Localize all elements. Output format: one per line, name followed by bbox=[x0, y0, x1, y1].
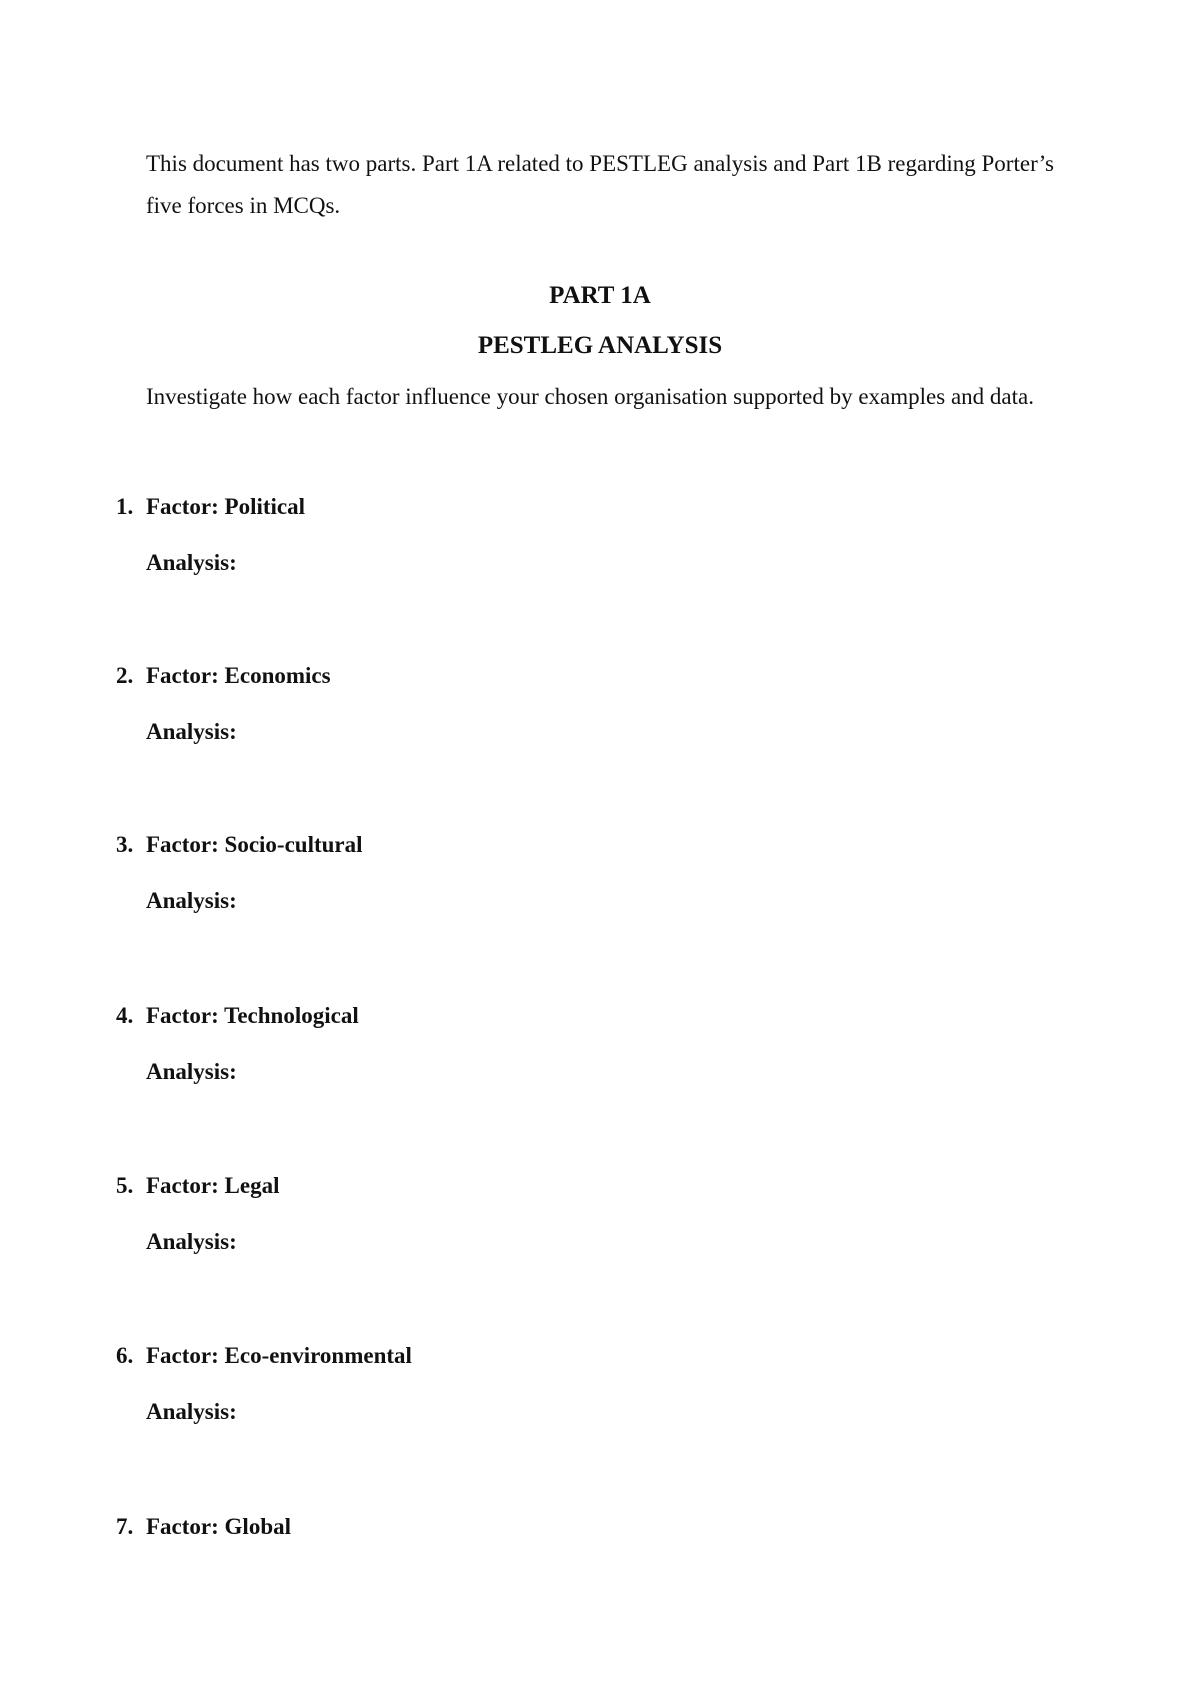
analysis-label: Analysis: bbox=[146, 1229, 237, 1254]
factor-heading bbox=[116, 1171, 279, 1201]
factor-heading bbox=[116, 1512, 291, 1542]
factor-heading bbox=[116, 492, 305, 522]
factor-heading bbox=[116, 661, 331, 691]
factor-heading bbox=[116, 1341, 412, 1371]
factor-number: 2. bbox=[116, 663, 134, 688]
factor-number: 3. bbox=[116, 832, 134, 857]
section-title: PESTLEG ANALYSIS bbox=[477, 332, 723, 359]
part-heading: PART 1A bbox=[549, 282, 651, 309]
factor-label: Factor: Legal bbox=[146, 1173, 280, 1198]
analysis-label: Analysis: bbox=[146, 1399, 237, 1424]
factor-number: 4. bbox=[116, 1003, 134, 1028]
analysis-label: Analysis: bbox=[146, 550, 237, 575]
factor-number: 5. bbox=[116, 1173, 134, 1198]
factor-label: Factor: Technological bbox=[146, 1003, 359, 1028]
intro-paragraph: This document has two parts. Part 1A related to PESTLEG analysis and Part 1B regarding Porter’s five forces in MCQs. bbox=[146, 151, 1054, 218]
factor-label: Factor: Socio-cultural bbox=[146, 832, 363, 857]
factor-heading bbox=[116, 830, 363, 860]
factor-heading bbox=[116, 1001, 359, 1031]
factor-label: Factor: Economics bbox=[146, 663, 331, 688]
analysis-label: Analysis: bbox=[146, 719, 237, 744]
factor-number: 6. bbox=[116, 1343, 134, 1368]
factor-number: 7. bbox=[116, 1514, 134, 1539]
factor-label: Factor: Political bbox=[146, 494, 306, 519]
analysis-label: Analysis: bbox=[146, 1059, 237, 1084]
factor-label: Factor: Global bbox=[146, 1514, 291, 1539]
instruction-paragraph: Investigate how each factor influence your chosen organisation supported by examples and data. bbox=[146, 384, 1034, 409]
factor-number: 1. bbox=[116, 494, 134, 519]
analysis-label: Analysis: bbox=[146, 888, 237, 913]
factor-label: Factor: Eco-environmental bbox=[146, 1343, 412, 1368]
